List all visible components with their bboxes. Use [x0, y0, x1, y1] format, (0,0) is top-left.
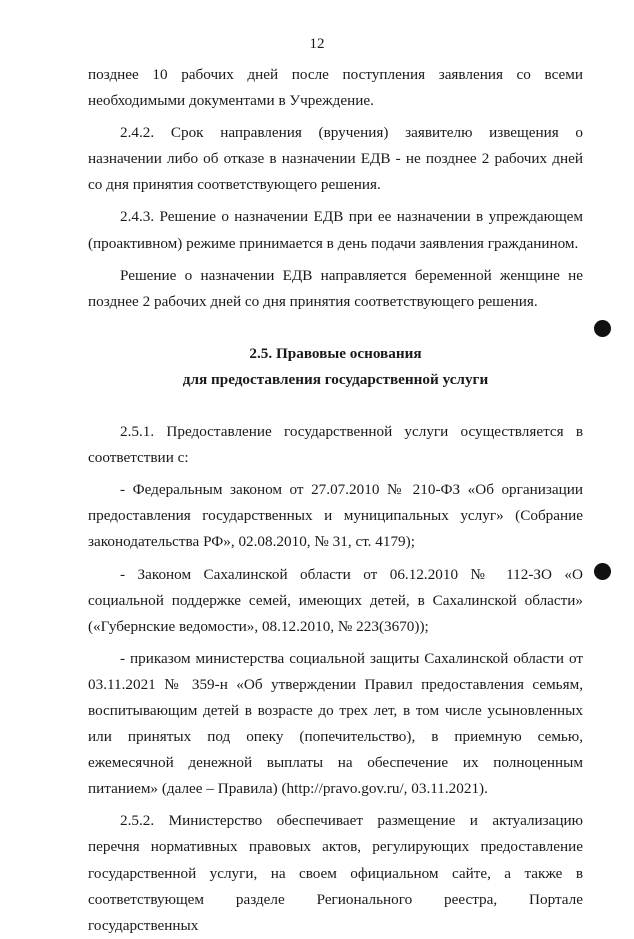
paragraph-continuation: позднее 10 рабочих дней после поступления заявления со всеми необходимыми документами в Учреждение.: [88, 66, 583, 110]
paragraph-decision-sent: Решение о назначении ЕДВ направляется беременной женщине не позднее 2 рабочих дней со дня принятия соответствующего решения.: [88, 266, 583, 310]
list-item-ministry-order: - приказом министерства социальной защиты Сахалинской области от 03.11.2021 № 359-н «Об утверждении Правил предоставления семьям, воспитывающим детей в возрасте до трех лет, в том числе усыновленных или принятых под опеку (попечительство), в приемную семью, ежемесячной денежной выплаты на обеспечение их полноценным питанием» (далее – Правила) (http://pravo.gov.ru/, 03.11.2021).: [88, 649, 583, 798]
list-item-regional-law: - Законом Сахалинской области от 06.12.2010 № 112-ЗО «О социальной поддержке семей, имеющих детей, в Сахалинской области» («Губернские ведомости», 08.12.2010, № 223(3670));: [88, 565, 583, 635]
section-heading-line-1: 2.5. Правовые основания: [249, 344, 422, 362]
list-item-federal-law: - Федеральным законом от 27.07.2010 № 210-ФЗ «Об организации предоставления государственных и муниципальных услуг» (Собрание законодательства РФ», 02.08.2010, № 31, ст. 4179);: [88, 481, 583, 551]
section-heading: [88, 341, 583, 393]
binding-hole-mark: [594, 563, 611, 580]
paragraph-2-4-3: 2.4.3. Решение о назначении ЕДВ при ее назначении в упреждающем (проактивном) режиме принимается в день подачи заявления гражданином.: [88, 208, 583, 252]
paragraph-2-5-1: 2.5.1. Предоставление государственной услуги осуществляется в соответствии с:: [88, 423, 583, 467]
document-body: [88, 62, 583, 939]
page-number: 12: [309, 36, 325, 52]
binding-hole-mark: [594, 320, 611, 337]
paragraph-2-5-2: 2.5.2. Министерство обеспечивает размещение и актуализацию перечня нормативных правовых актов, регулирующих предоставление государственной услуги, на своем официальном сайте, а также в соответствующем разделе Регионального реестра, Портале государственных: [88, 812, 583, 934]
paragraph-2-4-2: 2.4.2. Срок направления (вручения) заявителю извещения о назначении либо об отказе в назначении ЕДВ - не позднее 2 рабочих дней со дня принятия соответствующего решения.: [88, 124, 583, 194]
section-heading-line-2: для предоставления государственной услуги: [182, 370, 489, 388]
